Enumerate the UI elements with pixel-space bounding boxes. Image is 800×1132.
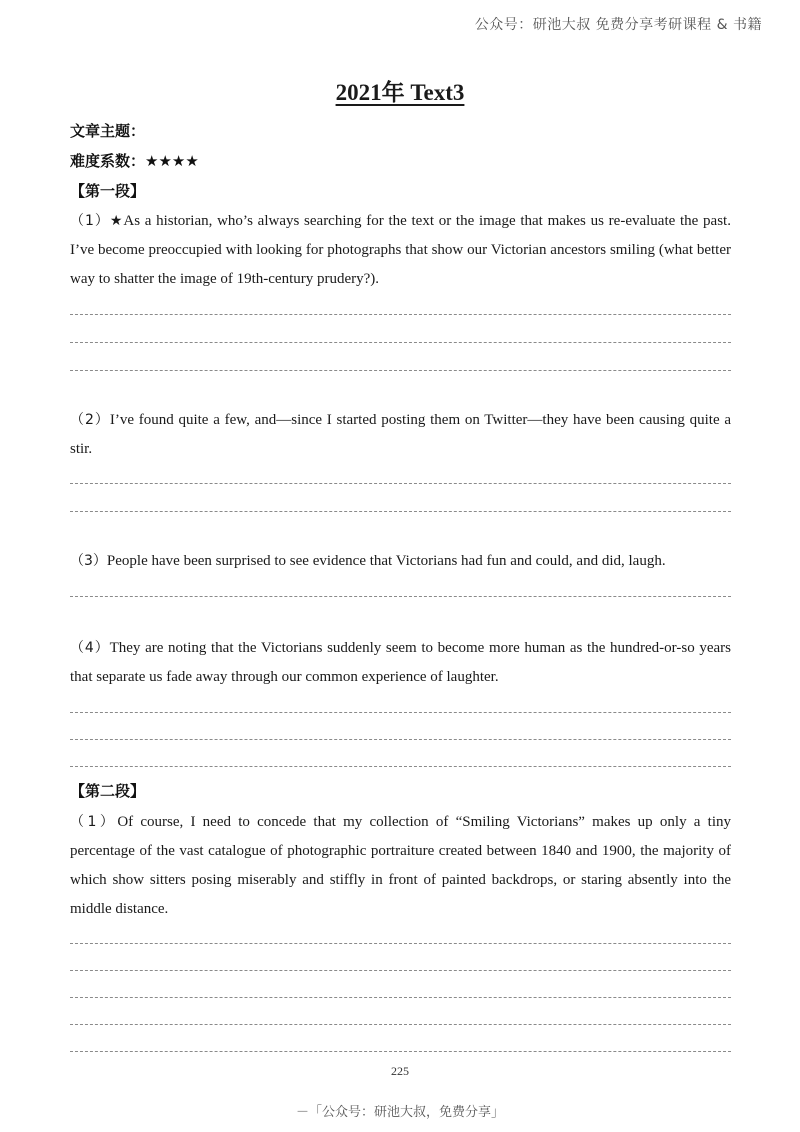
- paragraph-1-4: [70, 634, 731, 692]
- paragraph-number: （3）: [70, 553, 107, 569]
- answer-line: [70, 1051, 731, 1052]
- paragraph-text: People have been surprised to see evidence that Victorians had fun and could, and did, laugh.: [106, 553, 666, 569]
- key-sentence-star-icon: ★: [109, 213, 124, 229]
- paragraph-text: They are noting that the Victorians suddenly seem to become more human as the hundred-or-so years that separate us fade away through our common experience of laughter.: [70, 640, 731, 685]
- paragraph-1-2: [70, 406, 731, 464]
- paragraph-text: As a historian, who’s always searching for the text or the image that makes us re-evaluate the past. I’ve become preoccupied with looking for photographs that show our Victorian ancestors smiling (what better way to shatter the image of 19th-century prudery?).: [70, 213, 731, 287]
- page-number: 225: [391, 1064, 409, 1078]
- answer-line: [70, 370, 731, 371]
- paragraph-number: （1）: [70, 213, 110, 229]
- paragraph-text: I’ve found quite a few, and—since I started posting them on Twitter—they have been causing quite a stir.: [70, 412, 731, 457]
- paragraph-1-3: [70, 547, 731, 576]
- paragraph-1-1: [70, 207, 731, 294]
- difficulty-label: 难度系数：: [70, 152, 146, 170]
- page-title: 2021年 Text3: [335, 80, 465, 105]
- footer-note: －「公众号：研池大叔，免费分享」: [295, 1105, 504, 1120]
- section-heading-1: 【第一段】: [70, 182, 146, 200]
- answer-line: [70, 739, 731, 740]
- paragraph-number: （1）: [70, 814, 118, 830]
- answer-line: [70, 483, 731, 484]
- paragraph-text: Of course, I need to concede that my collection of “Smiling Victorians” makes up only a tiny percentage of the vast catalogue of photographic portraiture created between 1840 and 1900, the majority of which show sitters posing miserably and stiffly in front of painted backdrops, or staring absently into the middle distance.: [70, 814, 731, 917]
- answer-line: [70, 943, 731, 944]
- answer-line: [70, 970, 731, 971]
- answer-line: [70, 997, 731, 998]
- answer-line: [70, 511, 731, 512]
- paragraph-2-1: [70, 808, 731, 924]
- section-heading-2: 【第二段】: [70, 782, 146, 800]
- difficulty-stars: ★★★★: [145, 152, 199, 170]
- difficulty-row: [70, 150, 199, 171]
- answer-line: [70, 314, 731, 315]
- answer-line: [70, 766, 731, 767]
- answer-line: [70, 1024, 731, 1025]
- topic-label: 文章主题：: [70, 122, 146, 140]
- paragraph-number: （4）: [70, 640, 110, 656]
- header-note: 公众号：研池大叔 免费分享考研课程 & 书籍: [474, 17, 762, 33]
- answer-line: [70, 712, 731, 713]
- paragraph-number: （2）: [70, 412, 110, 428]
- answer-line: [70, 342, 731, 343]
- answer-line: [70, 596, 731, 597]
